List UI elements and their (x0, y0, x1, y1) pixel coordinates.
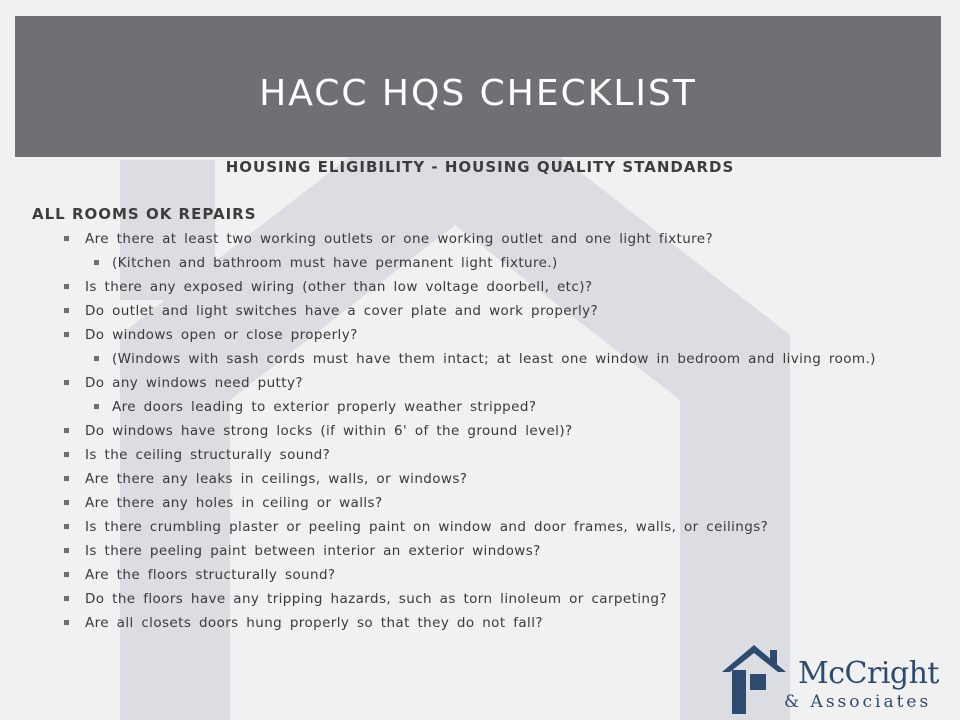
checklist-item-text: Are there any leaks in ceilings, walls, or windows? (85, 471, 468, 487)
bullet-icon (64, 284, 69, 289)
checklist-item (32, 493, 912, 513)
bullet-icon (64, 428, 69, 433)
checklist-item-text: Are there at least two working outlets or one working outlet and one light fixture? (85, 231, 714, 247)
checklist (32, 229, 912, 637)
slide-title: HACC HQS CHECKLIST (259, 73, 697, 114)
checklist-item-text: Are all closets doors hung properly so that they do not fall? (85, 615, 543, 631)
checklist-item-text: Do any windows need putty? (85, 375, 303, 391)
bullet-icon (64, 236, 69, 241)
bullet-icon (64, 620, 69, 625)
section-heading: ALL ROOMS OK REPAIRS (32, 205, 257, 223)
checklist-item-text: (Kitchen and bathroom must have permanent light fixture.) (112, 255, 558, 271)
checklist-item-text: Do outlet and light switches have a cover plate and work properly? (85, 303, 599, 319)
bullet-icon (64, 476, 69, 481)
checklist-item-text: Is the ceiling structurally sound? (85, 447, 331, 463)
bullet-icon (64, 596, 69, 601)
checklist-item-text: Are doors leading to exterior properly weather stripped? (112, 399, 537, 415)
checklist-item (32, 373, 912, 393)
checklist-subitem (32, 349, 912, 369)
checklist-item-text: Are the floors structurally sound? (85, 567, 336, 583)
checklist-item-text: Is there any exposed wiring (other than low voltage doorbell, etc)? (85, 279, 593, 295)
checklist-item-text: Do windows open or close properly? (85, 327, 358, 343)
checklist-item (32, 517, 912, 537)
logo-subtitle: & Associates (784, 692, 932, 712)
checklist-item (32, 325, 912, 345)
checklist-item (32, 277, 912, 297)
checklist-item (32, 613, 912, 633)
bullet-icon (64, 332, 69, 337)
bullet-icon (94, 260, 99, 265)
checklist-item-text: (Windows with sash cords must have them intact; at least one window in bedroom and living room.) (112, 351, 876, 367)
checklist-item-text: Are there any holes in ceiling or walls? (85, 495, 383, 511)
checklist-item-text: Do windows have strong locks (if within 6' of the ground level)? (85, 423, 573, 439)
bullet-icon (64, 452, 69, 457)
mccright-logo (720, 640, 940, 715)
bullet-icon (64, 500, 69, 505)
bullet-icon (94, 404, 99, 409)
checklist-item (32, 565, 912, 585)
bullet-icon (64, 548, 69, 553)
bullet-icon (94, 356, 99, 361)
bullet-icon (64, 380, 69, 385)
checklist-item-text: Is there crumbling plaster or peeling paint on window and door frames, walls, or ceilings? (85, 519, 769, 535)
checklist-subitem (32, 397, 912, 417)
checklist-item (32, 301, 912, 321)
checklist-item-text: Is there peeling paint between interior an exterior windows? (85, 543, 541, 559)
checklist-item (32, 589, 912, 609)
bullet-icon (64, 524, 69, 529)
bullet-icon (64, 308, 69, 313)
checklist-item (32, 445, 912, 465)
checklist-item (32, 469, 912, 489)
slide-subtitle: HOUSING ELIGIBILITY - HOUSING QUALITY STANDARDS (225, 158, 735, 176)
title-bar (15, 16, 941, 157)
checklist-item (32, 541, 912, 561)
checklist-subitem (32, 253, 912, 273)
checklist-item-text: Do the floors have any tripping hazards, such as torn linoleum or carpeting? (85, 591, 667, 607)
checklist-item (32, 229, 912, 249)
logo-name: McCright (798, 656, 939, 691)
bullet-icon (64, 572, 69, 577)
checklist-item (32, 421, 912, 441)
